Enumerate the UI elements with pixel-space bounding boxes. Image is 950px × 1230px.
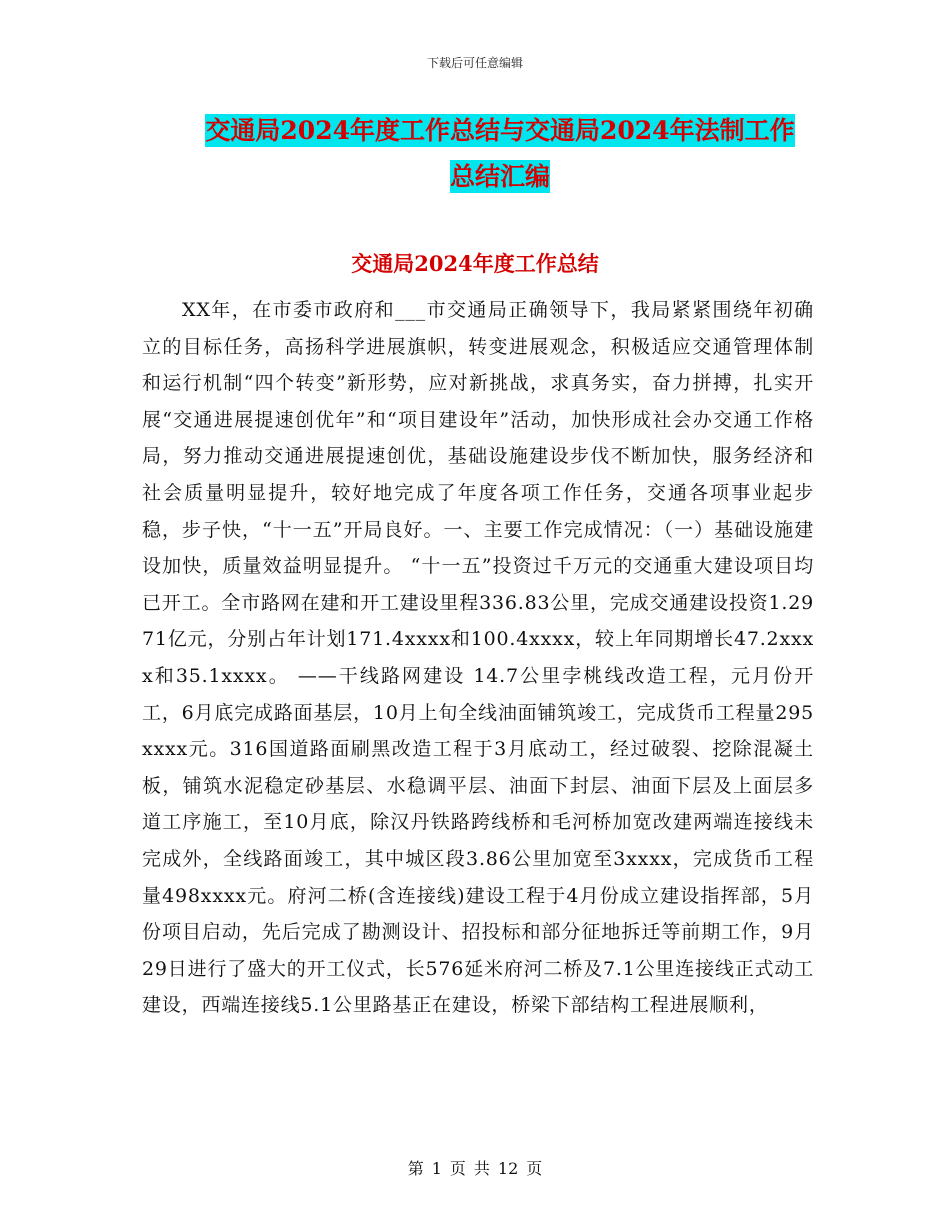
footer-total-label: 共 [473, 1159, 490, 1178]
footer-total-unit: 页 [526, 1159, 543, 1178]
header-note: 下载后可任意编辑 [426, 56, 523, 70]
page-footer [0, 1156, 950, 1179]
footer-total-pages: 12 [497, 1159, 519, 1178]
document-title-line2: 总结汇编 [449, 162, 550, 191]
footer-page-unit: 页 [449, 1159, 466, 1178]
body-paragraph: XX年，在市委市政府和___市交通局正确领导下，我局紧紧围绕年初确立的目标任务，高扬科学进展旗帜，转变进展观念，积极适应交通管理体制和运行机制“四个转变”新形势，应对新挑战，求真务实，奋力拼搏，扎实开展“交通进展提速创优年”和“项目建设年”活动，加快形成社会办交通工作格局，努力推动交通进展提速创优，基础设施建设步伐不断加快，服务经济和社会质量明显提升，较好地完成了年度各项工作任务，交通各项事业起步稳，步子快，“十一五”开局良好。一、主要工作完成情况：（一）基础设施建设加快，质量效益明显提升。 “十一五”投资过千万元的交通重大建设项目均已开工。全市路网在建和开工建设里程336.83公里，完成交通建设投资1.2971亿元，分别占年计划171.4xxxx和100.4xxxx，较上年同期增长47.2xxxx和35.1xxxx。 ——干线路网建设 14.7公里孛桃线改造工程，元月份开工，6月底完成路面基层，10月上旬全线油面铺筑竣工，完成货币工程量295xxxx元。316国道路面刷黑改造工程于3月底动工，经过破裂、挖除混凝土板，铺筑水泥稳定砂基层、水稳调平层、油面下封层、油面下层及上面层多道工序施工，至10月底，除汉丹铁路跨线桥和毛河桥加宽改建两端连接线未完成外，全线路面竣工，其中城区段3.86公里加宽至3xxxx，完成货币工程量498xxxx元。府河二桥(含连接线)建设工程于4月份成立建设指挥部，5月份项目启动，先后完成了勘测设计、招投标和部分征地拆迁等前期工作，9月29日进行了盛大的开工仪式，长576延米府河二桥及7.1公里连接线正式动工建设，西端连接线5.1公里路基正在建设，桥梁下部结构工程进展顺利， [142, 299, 814, 1017]
section-title: 交通局2024年度工作总结 [351, 251, 599, 276]
footer-page-label: 第 [407, 1159, 424, 1178]
document-title-line1: 交通局2024年度工作总结与交通局2024年法制工作 [205, 116, 795, 145]
document-title [140, 108, 860, 200]
footer-page-number: 1 [431, 1159, 442, 1178]
